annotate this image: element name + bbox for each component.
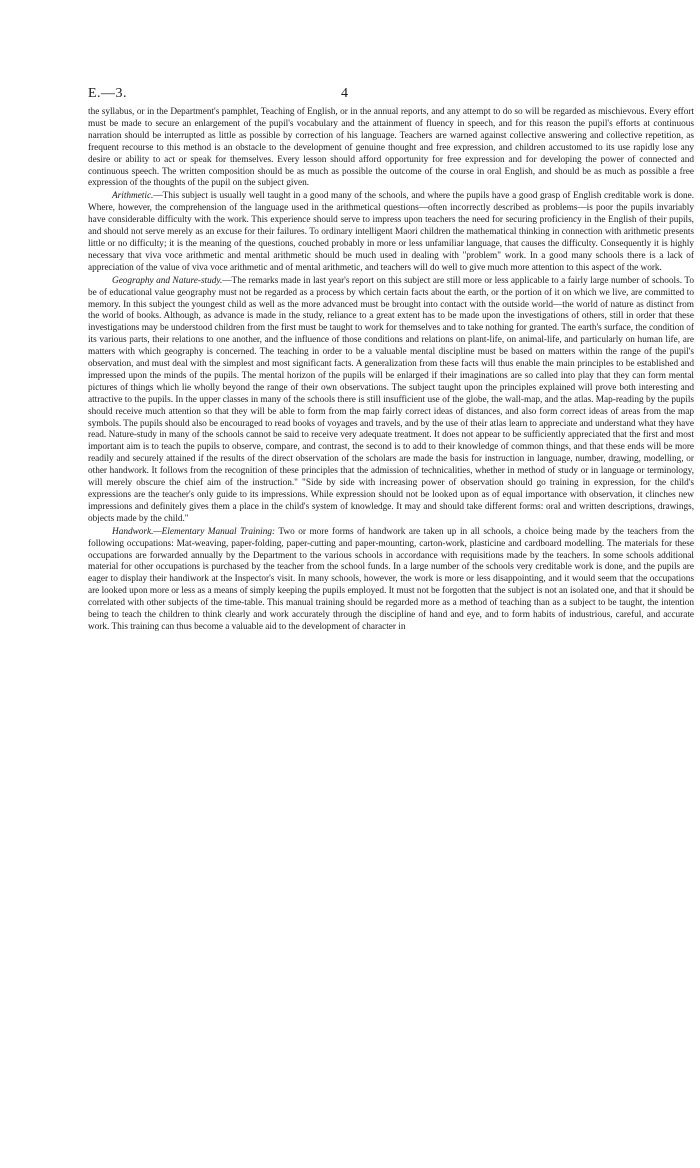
paragraph-text: the syllabus, or in the Department's pamphlet, Teaching of English, or in the annual reports, and any attempt to do so will be regarded as mischievous. Every effort must be made to secure an enlargement of the pupil's vocabulary and the attainment of fluency in speech, and for this reason the pupil's efforts at continuous narration should be interrupted as little as possible by correction of his language. Teachers are warned against collective answering and collective repetition, as frequent recourse to this method is an obstacle to the development of genuine thought and free expression, and children accustomed to its use rapidly lose any desire or ability to act or speak for themselves. Every lesson should afford opportunity for free expression and for developing the power of connected and continuous speech. The written composition should be as much as possible the outcome of the course in oral English, and should be as much as possible a free expression of the thoughts of the pupil on the subject given. bbox=[88, 107, 694, 189]
paragraph-handwork bbox=[88, 527, 694, 634]
document-reference: E.—3. bbox=[88, 86, 128, 101]
document-body bbox=[88, 107, 694, 635]
paragraph-text: —This subject is usually well taught in a good many of the schools, and where the pupils have a good grasp of English creditable work is done. Where, however, the comprehension of the language used in the arithmetical questions—often incorrectly described as problems—is poor the pupils invariably have considerable difficulty with the work. This experience should serve to impress upon teachers the need for securing proficiency in the English of their pupils, and should not serve merely as an excuse for their failures. To ordinary intelligent Maori children the mathematical thinking in connection with arithmetic presents little or no difficulty; it is the meaning of the questions, couched probably in more or less unfamiliar language, that causes the difficulty. Consequently it is highly necessary that viva voce arithmetic and mental arithmetic should be much used in dealing with "problem" work. In a good many schools there is a lack of appreciation of the value of viva voce arithmetic and of mental arithmetic, and teachers will do well to give much more attention to this aspect of the work. bbox=[88, 191, 694, 273]
paragraph-english-continued bbox=[88, 107, 694, 190]
paragraph-heading: Geography and Nature-study. bbox=[112, 275, 223, 286]
paragraph-heading: Arithmetic. bbox=[112, 191, 154, 202]
paragraph-text: Two or more forms of handwork are taken up in all schools, a choice being made by the teachers from the following occupations: Mat-weaving, paper-folding, paper-cutting and paper-mounting, carton-work, plasticine and cardboard modelling. The materials for these occupations are forwarded annually by the Department to the various schools in accordance with requisitions made by the teachers. In some schools additional material for other occupations is purchased by the teacher from the school funds. In a large number of the schools very creditable work is done, and the pupils are eager to display their handiwork at the Inspector's visit. In many schools, however, the work is more or less disappointing, and it would seem that the occupations are looked upon more or less as a means of simply keeping the pupils employed. It must not be forgotten that the subject is not an isolated one, and that it should be correlated with other subjects of the time-table. This manual training should be regarded more as a method of teaching than as a subject to be taught, the intention being to teach the children to think clearly and work accurately through the discipline of hand and eye, and to form habits of industrious, careful, and accurate work. This training can thus become a valuable aid to the development of character in bbox=[88, 526, 694, 632]
page-number: 4 bbox=[341, 86, 348, 101]
paragraph-arithmetic bbox=[88, 191, 694, 274]
paragraph-text: —The remarks made in last year's report on this subject are still more or less applicable to a fairly large number of schools. To be of educational value geography must not be regarded as a process by which certain facts about the earth, or the portion of it on which we live, are committed to memory. In this subject the youngest child as well as the more advanced must be brought into contact with the outside world—the world of nature as distinct from the world of books. Although, as advance is made in the study, reliance to a great extent has to be made upon the investigations of others, still in order that these investigations may be understood children from the first must be taught to work for themselves and to take nothing for granted. The earth's surface, the condition of its various parts, their relations to one another, and the influence of those conditions and relations on plant-life, on animal-life, and particularly on human life, are matters with which geography is concerned. The teaching in order to be a valuable mental discipline must be based on matters within the range of the pupil's observation, and must deal with the simplest and most significant facts. A generalization from these facts will thus enable the main principles to be established and impressed upon the minds of the pupils. The mental horizon of the pupils will be enlarged if their imaginations are so called into play that they can form mental pictures of things which lie wholly beyond the range of their own observations. The subject taught upon the principles explained will prove both interesting and attractive to the pupils. In the upper classes in many of the schools there is still insufficient use of the globe, the wall-map, and the atlas. Map-reading by the pupils should receive much attention so that they will be able to form from the map fairly correct ideas of distances, and also form correct ideas of areas from the map symbols. The pupils should also be encouraged to read books of voyages and travels, and by the use of their atlas learn to appreciate and understand what they have read. Nature-study in many of the schools cannot be said to receive very adequate treatment. It does not appear to be sufficiently appreciated that the first and most important aim is to teach the pupils to observe, compare, and contrast, the second is to add to their knowledge of common things, and that these ends will be more readily and securely attained if the results of the direct observation of the scholars are made the basis for instruction in language, number, drawing, modelling, or other handwork. It follows from the recognition of these principles that the admission of technicalities, whether in method of study or in language or terminology, will merely obscure the chief aim of the instruction." "Side by side with increasing power of observation should go training in expression, for the child's expressions are the teacher's only guide to its impressions. While expression should not be looked upon as of equal importance with observation, it clinches new impressions and definitely gives them a place in the child's system of knowledge. It may and should take different forms: oral and written descriptions, drawings, objects made by the child." bbox=[88, 275, 694, 524]
paragraph-geography bbox=[88, 276, 694, 526]
paragraph-heading: Handwork.—Elementary Manual Training: bbox=[112, 526, 276, 537]
